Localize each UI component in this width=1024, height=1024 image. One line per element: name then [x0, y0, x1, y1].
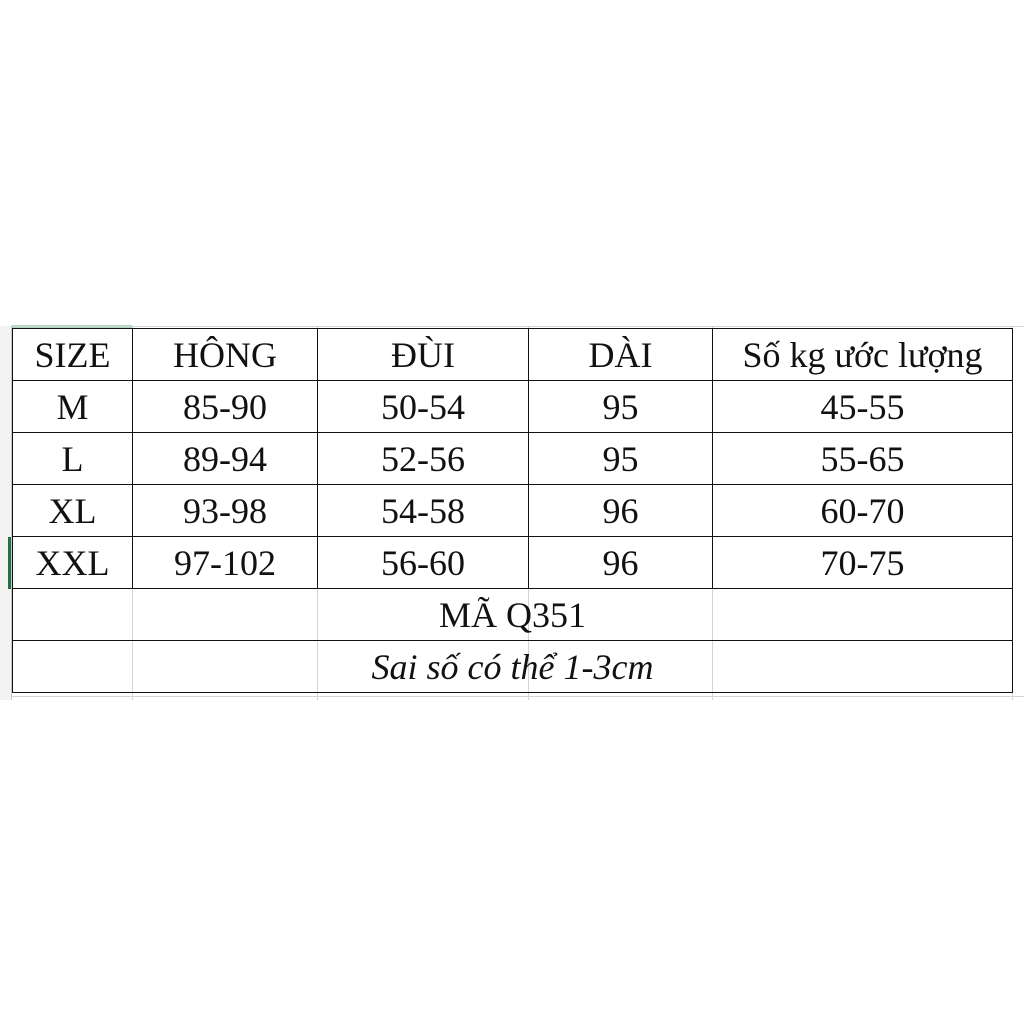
table-row	[13, 537, 1013, 589]
table-cell[interactable]: 50-54	[318, 381, 529, 433]
size-chart-table	[12, 328, 1013, 693]
table-cell[interactable]: XXL	[13, 537, 133, 589]
table-cell[interactable]: 54-58	[318, 485, 529, 537]
table-cell[interactable]: 45-55	[713, 381, 1013, 433]
gridline	[12, 326, 1024, 327]
table-cell[interactable]: 93-98	[133, 485, 318, 537]
table-cell[interactable]: 96	[529, 537, 713, 589]
table-cell[interactable]: 56-60	[318, 537, 529, 589]
table-cell[interactable]: M	[13, 381, 133, 433]
product-code-row	[13, 589, 1013, 641]
table-cell[interactable]: 97-102	[133, 537, 318, 589]
header-cell[interactable]: SIZE	[13, 329, 133, 381]
table-cell[interactable]: 89-94	[133, 433, 318, 485]
table-cell[interactable]: 55-65	[713, 433, 1013, 485]
product-code-cell[interactable]: MÃ Q351	[13, 589, 1013, 641]
note-row	[13, 641, 1013, 693]
table-row	[13, 433, 1013, 485]
table-cell[interactable]: 52-56	[318, 433, 529, 485]
header-cell[interactable]: Số kg ước lượng	[713, 329, 1013, 381]
table-cell[interactable]: 95	[529, 381, 713, 433]
table-cell[interactable]: 60-70	[713, 485, 1013, 537]
table-row	[13, 381, 1013, 433]
gridline	[12, 696, 1024, 697]
row-header[interactable]	[0, 326, 12, 700]
tolerance-note-cell[interactable]: Sai số có thể 1-3cm	[13, 641, 1013, 693]
table-cell[interactable]: 96	[529, 485, 713, 537]
table-cell[interactable]: L	[13, 433, 133, 485]
header-cell[interactable]: HÔNG	[133, 329, 318, 381]
header-cell[interactable]: DÀI	[529, 329, 713, 381]
table-row	[13, 485, 1013, 537]
table-cell[interactable]: 95	[529, 433, 713, 485]
table-header-row	[13, 329, 1013, 381]
active-row-indicator	[8, 537, 11, 589]
table-cell[interactable]: 70-75	[713, 537, 1013, 589]
table-cell[interactable]: XL	[13, 485, 133, 537]
header-cell[interactable]: ĐÙI	[318, 329, 529, 381]
table-cell[interactable]: 85-90	[133, 381, 318, 433]
